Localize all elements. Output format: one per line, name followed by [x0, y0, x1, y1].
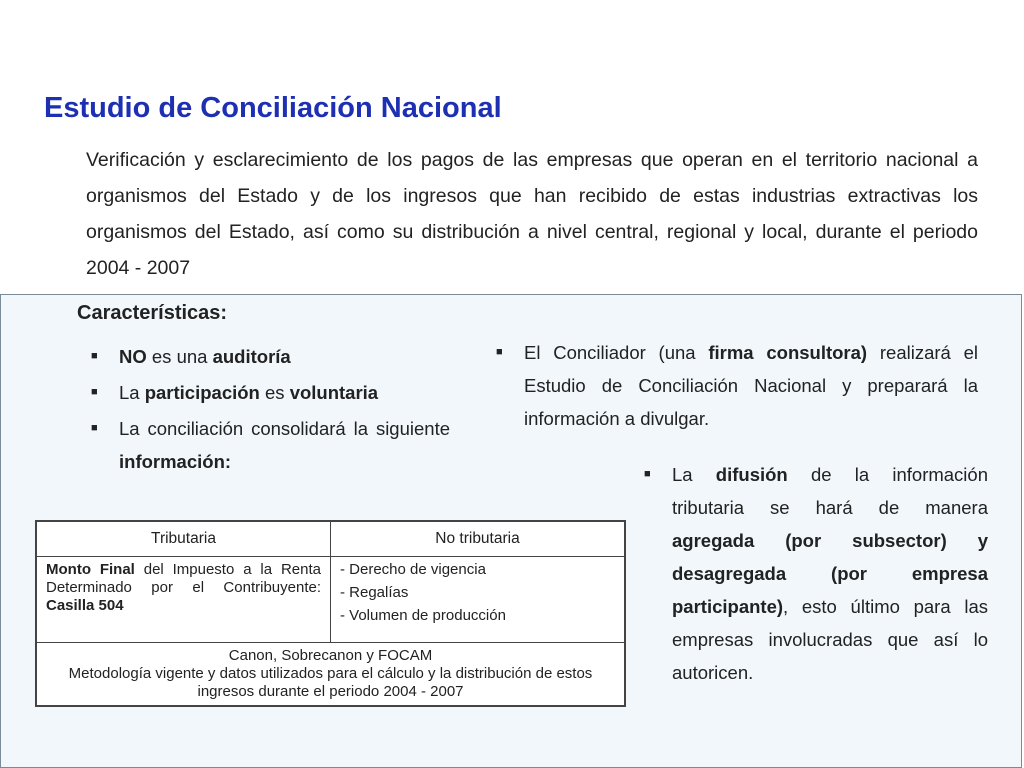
square-bullet-icon: ■ — [496, 346, 503, 358]
bullet-bold-text: agregada (por subsector) y desagregada (por empresa participante) — [672, 530, 988, 617]
bullet-bold-text: voluntaria — [289, 382, 379, 403]
bullet-text: La — [672, 464, 716, 485]
square-bullet-icon: ■ — [644, 468, 651, 480]
bullet-bold-text: participación — [144, 382, 260, 403]
intro-paragraph: Verificación y esclarecimiento de los pagos de las empresas que operan en el territorio nacional a organismos del Estado y de los ingresos que han recibido de estas industrias extractivas los organismos del Estado, así como su distribución a nivel central, regional y local, durante el periodo 2004 - 2007 — [86, 149, 978, 279]
bullet-bold-text: firma consultora) — [708, 342, 868, 363]
bullet-text: de la información tributaria se hará de manera — [672, 464, 988, 518]
tributaria-cell — [36, 557, 331, 643]
characteristics-list — [89, 340, 450, 481]
square-bullet-icon: ■ — [91, 422, 98, 434]
header-tributaria: Tributaria — [36, 521, 331, 557]
list-item — [89, 376, 450, 409]
cell-bold-text: Monto Final — [46, 561, 135, 578]
list-item — [494, 336, 978, 435]
bullet-bold-text: información: — [119, 451, 232, 472]
square-bullet-icon: ■ — [91, 350, 98, 362]
bullet-text: es una — [146, 346, 213, 367]
bullet-text: La — [119, 382, 145, 403]
table-row — [36, 643, 625, 707]
table-header-row — [36, 521, 625, 557]
footer-line: Metodología vigente y datos utilizados para el cálculo y la distribución de estos ingresos durante el periodo 2004 - 2007 — [68, 665, 593, 700]
footer-line: Canon, Sobrecanon y FOCAM — [228, 647, 433, 664]
square-bullet-icon: ■ — [91, 386, 98, 398]
conciliator-list — [494, 336, 978, 435]
header-no-tributaria: No tributaria — [331, 521, 626, 557]
information-table — [35, 520, 626, 707]
cell-line: - Regalías — [340, 584, 409, 601]
cell-text: del Impuesto a la Renta Determinado por el Contribuyente: — [46, 561, 321, 596]
bullet-bold-text: difusión — [715, 464, 788, 485]
no-tributaria-cell — [331, 557, 626, 643]
list-item — [89, 412, 450, 478]
bullet-text: El Conciliador (una — [524, 342, 709, 363]
list-item — [89, 340, 450, 373]
diffusion-list — [642, 458, 988, 689]
cell-line: - Volumen de producción — [340, 607, 506, 624]
list-item — [642, 458, 988, 689]
bullet-text: , esto último para las empresas involucradas que así lo autoricen. — [672, 596, 988, 683]
cell-line: - Derecho de vigencia — [340, 561, 486, 578]
characteristics-heading: Características: — [77, 302, 228, 324]
bullet-bold-text: NO — [119, 346, 147, 367]
bullet-text: La conciliación consolidará la siguiente — [119, 418, 450, 439]
bullet-bold-text: auditoría — [212, 346, 291, 367]
footer-cell — [36, 643, 625, 707]
table-row — [36, 557, 625, 643]
bullet-text: realizará el Estudio de Conciliación Nacional y preparará la información a divulgar. — [524, 342, 978, 429]
cell-bold-text: Casilla 504 — [46, 597, 124, 614]
page-title: Estudio de Conciliación Nacional — [44, 92, 502, 124]
bullet-text: es — [259, 382, 290, 403]
